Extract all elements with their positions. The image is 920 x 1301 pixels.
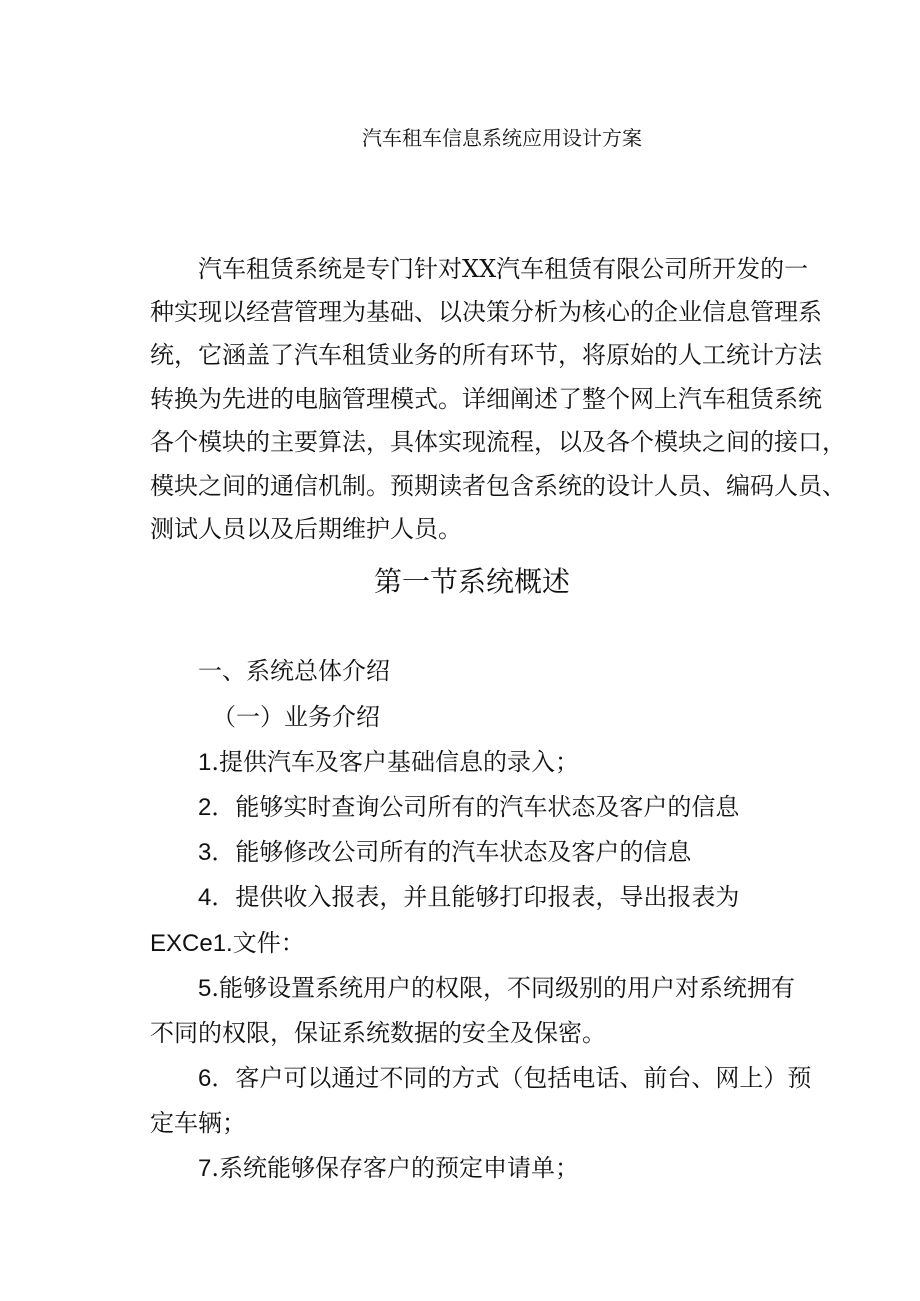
list-item: [198, 968, 795, 1003]
list-item-text: ．提供收入报表，并且能够打印报表，导出报表为: [211, 883, 740, 911]
intro-line-7: 测试人员以及后期维护人员。: [150, 515, 462, 543]
subsection-heading: 一、系统总体介绍: [198, 657, 390, 685]
list-item-text: ．能够实时查询公司所有的汽车状态及客户的信息: [211, 793, 740, 821]
section-heading: 第一节系统概述: [373, 565, 570, 598]
list-item-continuation: 不同的权限，保证系统数据的安全及保密。: [150, 1019, 606, 1047]
list-item-number: 1: [198, 749, 212, 776]
list-item: [198, 832, 691, 867]
intro-line-5: 各个模块的主要算法，具体实现流程，以及各个模块之间的接口，: [150, 428, 846, 456]
list-item-number: 2: [198, 794, 212, 821]
list-item-number: 3: [198, 839, 212, 866]
list-item-number: 4: [198, 884, 212, 911]
intro-line-6: 模块之间的通信机制。预期读者包含系统的设计人员、编码人员、: [150, 472, 846, 500]
document-title: 汽车租车信息系统应用设计方案: [362, 126, 642, 150]
list-item-continuation: EXCe1.文件：: [150, 930, 305, 957]
list-item: [198, 742, 579, 777]
list-item-number: 5: [198, 975, 212, 1002]
list-item-number: 7: [198, 1155, 212, 1182]
list-item-number: 6: [198, 1065, 212, 1092]
intro-line-4: 转换为先进的电脑管理模式。详细阐述了整个网上汽车租赁系统: [150, 385, 822, 413]
intro-line-3: 统，它涵盖了汽车租赁业务的所有环节，将原始的人工统计方法: [150, 341, 822, 369]
intro-line-1: 汽车租赁系统是专门针对XX汽车租赁有限公司所开发的一: [198, 255, 809, 283]
list-item-text: ．能够修改公司所有的汽车状态及客户的信息: [211, 838, 692, 866]
subsubsection-heading: （一）业务介绍: [212, 703, 380, 731]
intro-line-2: 种实现以经营管理为基础、以决策分析为核心的企业信息管理系: [150, 298, 822, 326]
list-item-text: .系统能够保存客户的预定申请单；: [211, 1154, 579, 1182]
document-title-wrap: [0, 122, 920, 151]
list-item-text: .提供汽车及客户基础信息的录入；: [211, 748, 579, 776]
list-item-text: ．客户可以通过不同的方式（包括电话、前台、网上）预: [211, 1064, 812, 1092]
list-item-continuation: 定车辆；: [150, 1109, 246, 1137]
list-item: [198, 1058, 811, 1093]
list-item: [198, 1148, 579, 1183]
list-item: [198, 877, 739, 912]
list-item: [198, 787, 739, 822]
list-item-text: .能够设置系统用户的权限，不同级别的用户对系统拥有: [211, 974, 795, 1002]
